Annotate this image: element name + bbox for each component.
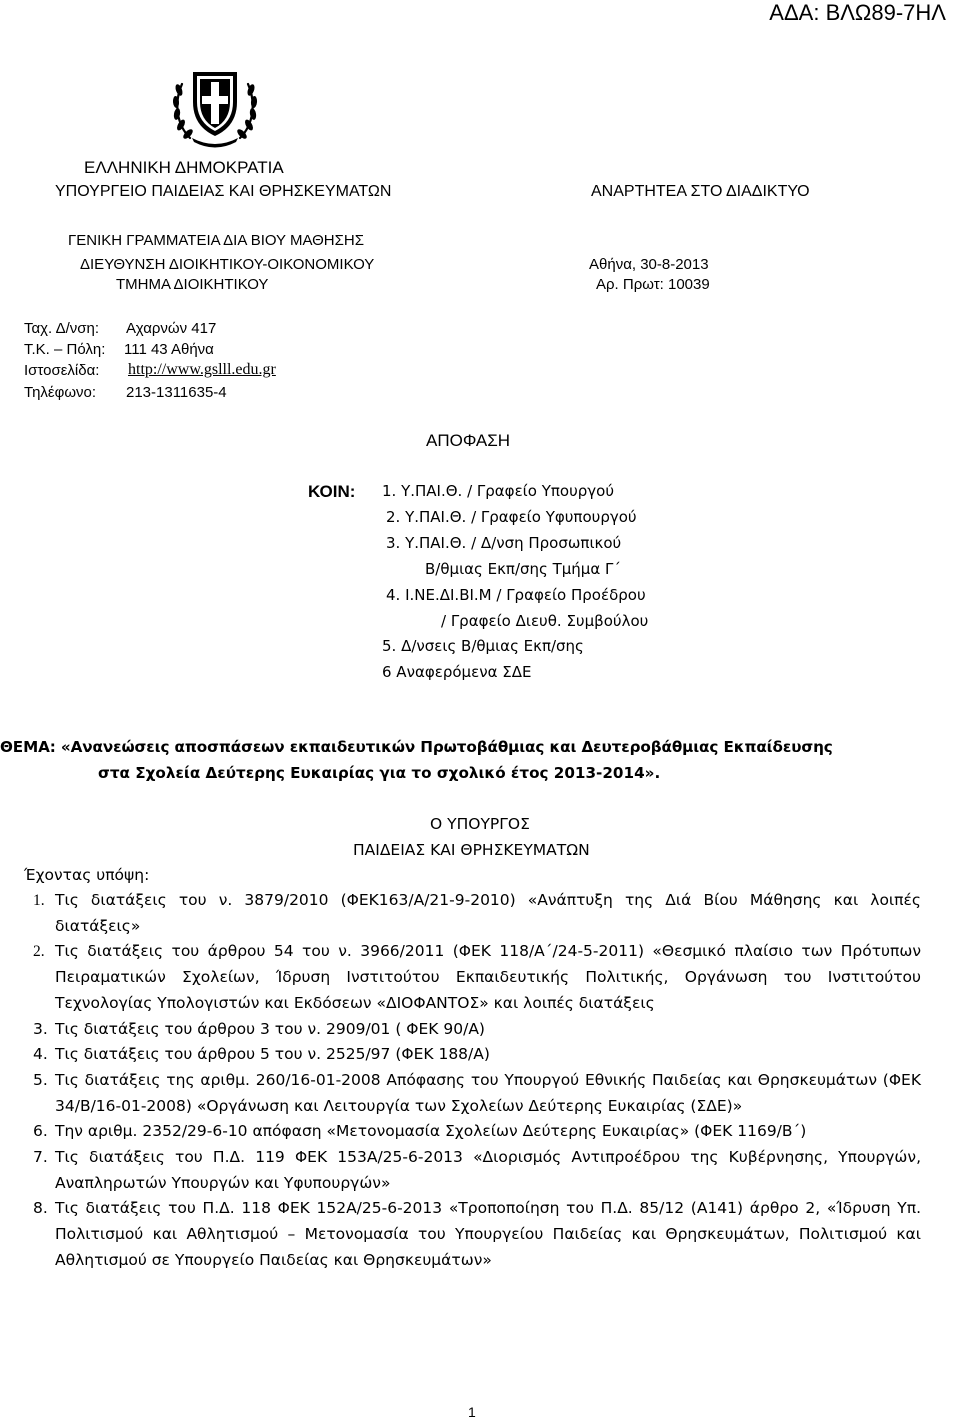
city-label: Τ.Κ. – Πόλη: — [24, 341, 106, 358]
list-item — [33, 939, 921, 1016]
list-item — [33, 1119, 921, 1145]
website-label: Ιστοσελίδα: — [24, 362, 100, 379]
ministry-title: ΠΑΙΔΕΙΑΣ ΚΑΙ ΘΡΗΣΚΕΥΜΑΤΩΝ — [353, 841, 590, 859]
ministry-name: ΥΠΟΥΡΓΕΙΟ ΠΑΙΔΕΙΑΣ ΚΑΙ ΘΡΗΣΚΕΥΜΑΤΩΝ — [55, 183, 392, 200]
phone-value: 213-1311635-4 — [126, 384, 227, 401]
item-text: Τις διατάξεις του άρθρου 3 του ν. 2909/01 ( ΦΕΚ 90/Α) — [55, 1019, 485, 1038]
item-text: Τις διατάξεις του άρθρου 54 του ν. 3966/2011 (ΦΕΚ 118/Α΄/24-5-2011) «Θεσμικό πλαίσιο των Πρότυπων Πειραματικών Σχολείων, Ίδρυση Ινστιτούτου Εκπαιδευτικής Πολιτικής, Οργάνωση του Ινστιτούτου Τεχνολογίας Υπολογιστών και Εκδόσεων «ΔΙΟΦΑΝΤΟΣ» και λοιπές διατάξεις — [55, 942, 921, 1012]
list-item — [33, 1145, 921, 1196]
item-text: Τις διατάξεις του άρθρου 5 του ν. 2525/97 (ΦΕΚ 188/Α) — [55, 1045, 490, 1064]
directorate-name: ΔΙΕΥΘΥΝΣΗ ΔΙΟΙΚΗΤΙΚΟΥ-ΟΙΚΟΝΟΜΙΚΟΥ — [80, 256, 375, 273]
item-text: Την αριθμ. 2352/29-6-10 απόφαση «Μετονομασία Σχολείων Δεύτερης Ευκαιρίας» (ΦΕΚ 1169/Β΄) — [55, 1122, 807, 1141]
koin-line: 3. Υ.ΠΑΙ.Θ. / Δ/νση Προσωπικού — [386, 533, 622, 552]
department-name: ΤΜΗΜΑ ΔΙΟΙΚΗΤΙΚΟΥ — [116, 276, 269, 293]
list-item — [33, 1017, 921, 1043]
list-item — [33, 888, 921, 939]
address-value: Αχαρνών 417 — [126, 320, 217, 337]
document-date: Αθήνα, 30-8-2013 — [589, 256, 709, 273]
koin-label: ΚΟΙΝ: — [308, 482, 356, 501]
considerations-list — [33, 888, 921, 1274]
list-item — [33, 1196, 921, 1273]
list-item — [33, 1042, 921, 1068]
koin-list — [382, 479, 648, 686]
secretariat-name: ΓΕΝΙΚΗ ΓΡΑΜΜΑΤΕΙΑ ΔΙΑ ΒΙΟΥ ΜΑΘΗΣΗΣ — [68, 232, 365, 249]
item-number: 4. — [33, 1045, 48, 1064]
item-text: Τις διατάξεις του ν. 3879/2010 (ΦΕΚ163/Α/21-9-2010) «Ανάπτυξη της Διά Βίου Μάθησης και λοιπές διατάξεις» — [55, 891, 921, 935]
koin-line: 1. Υ.ΠΑΙ.Θ. / Γραφείο Υπουργού — [382, 482, 615, 500]
republic-name: ΕΛΛΗΝΙΚΗ ΔΗΜΟΚΡΑΤΙΑ — [84, 158, 284, 177]
item-number: 1. — [33, 892, 45, 909]
item-number: 8. — [33, 1199, 48, 1218]
item-number: 3. — [33, 1019, 48, 1038]
item-text: Τις διατάξεις του Π.Δ. 119 ΦΕΚ 153Α/25-6-2013 «Διορισμός Αντιπροέδρου της Κυβέρνησης, Υπουργών, Αναπληρωτών Υπουργών και Υφυπουργών» — [55, 1148, 921, 1192]
protocol-number: Αρ. Πρωτ: 10039 — [596, 276, 710, 293]
posting-notice: ΑΝΑΡΤΗΤΕΑ ΣΤΟ ΔΙΑΔΙΚΤΥΟ — [591, 183, 810, 200]
considering-heading: Έχοντας υπόψη: — [24, 866, 150, 884]
koin-line: Β/θμιας Εκπ/σης Τμήμα Γ΄ — [425, 559, 621, 578]
koin-line: / Γραφείο Διευθ. Συμβούλου — [441, 611, 649, 630]
address-label: Ταχ. Δ/νση: — [24, 320, 100, 337]
website-link[interactable]: http://www.gslll.edu.gr — [128, 361, 276, 378]
koin-line: 5. Δ/νσεις Β/θμιας Εκπ/σης — [382, 637, 584, 656]
subject-line-2: στα Σχολεία Δεύτερης Ευκαιρίας για το σχολικό έτος 2013-2014». — [98, 764, 661, 782]
subject-line-1: ΘΕΜΑ: «Ανανεώσεις αποσπάσεων εκπαιδευτικών Πρωτοβάθμιας και Δευτεροβάθμιας Εκπαίδευσης — [0, 738, 833, 756]
ada-code: ΑΔΑ: ΒΛΩ89-7ΗΛ — [769, 0, 946, 25]
item-text: Τις διατάξεις του Π.Δ. 118 ΦΕΚ 152Α/25-6-2013 «Τροποποίηση του Π.Δ. 85/12 (Α141) άρθρο 2, «Ίδρυση Υπ. Πολιτισμού και Αθλητισμού – Μετονομασία του Υπουργείου Παιδείας και Θρησκευμάτων, Πολιτισμού και Αθλητισμού σε Υπουργείο Παιδείας και Θρησκευμάτων» — [55, 1199, 921, 1269]
koin-line: 2. Υ.ΠΑΙ.Θ. / Γραφείο Υφυπουργού — [386, 507, 637, 526]
item-text: Τις διατάξεις της αριθμ. 260/16-01-2008 Απόφασης του Υπουργού Εθνικής Παιδείας και Θρησκευμάτων (ΦΕΚ 34/Β/16-01-2008) «Οργάνωση και Λειτουργία των Σχολείων Δεύτερης Ευκαιρίας (ΣΔΕ)» — [55, 1070, 921, 1115]
item-number: 2. — [33, 943, 45, 961]
koin-line: 6 Αναφερόμενα ΣΔΕ — [382, 663, 532, 682]
city-value: 111 43 Αθήνα — [124, 341, 214, 358]
minister-title: Ο ΥΠΟΥΡΓΟΣ — [430, 815, 530, 833]
item-number: 7. — [33, 1148, 48, 1167]
phone-label: Τηλέφωνο: — [24, 384, 97, 401]
item-number: 6. — [33, 1122, 48, 1141]
koin-line: 4. Ι.ΝΕ.ΔΙ.ΒΙ.Μ / Γραφείο Προέδρου — [386, 585, 646, 604]
decision-title: ΑΠΟΦΑΣΗ — [426, 431, 511, 450]
coat-of-arms-emblem — [170, 58, 260, 150]
page-number: 1 — [468, 1404, 476, 1420]
item-number: 5. — [33, 1070, 48, 1089]
list-item — [33, 1068, 921, 1119]
